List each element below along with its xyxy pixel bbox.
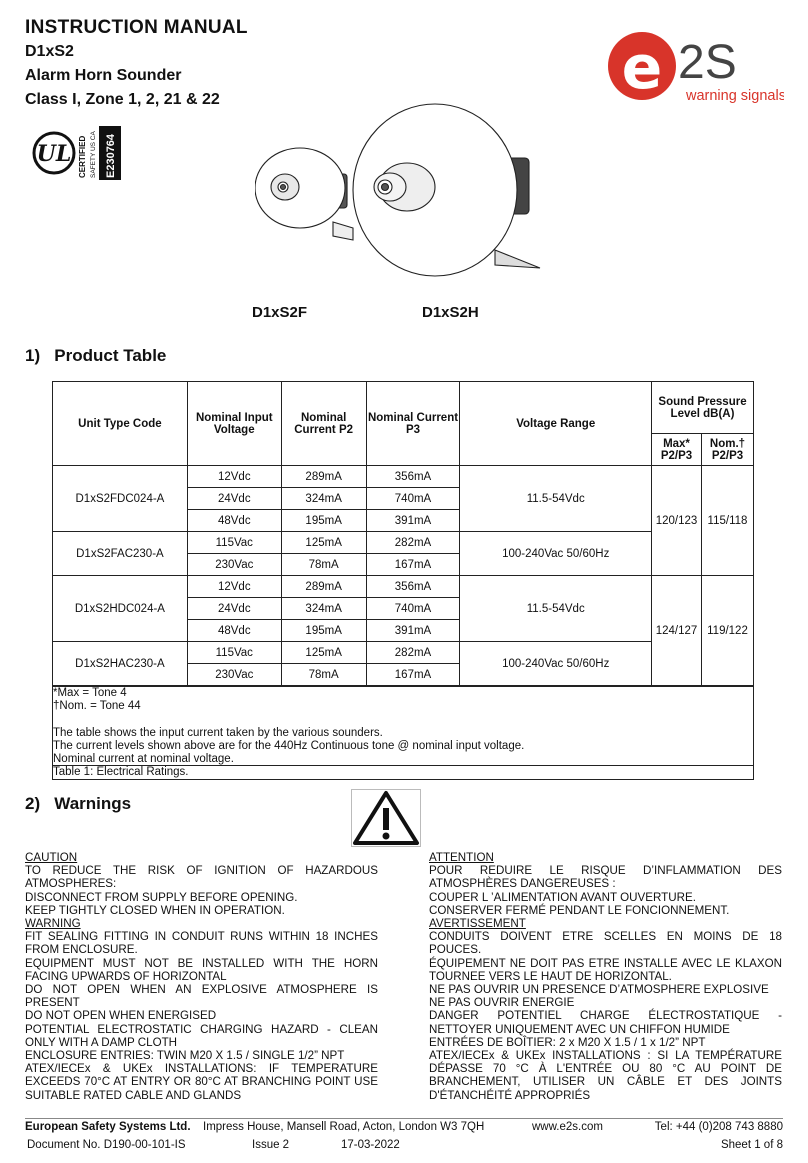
warning-text-2: EQUIPMENT MUST NOT BE INSTALLED WITH THE HORN FACING UPWARDS OF HORIZONTAL	[25, 956, 378, 983]
ul-file-number: E230764	[105, 133, 117, 178]
caution-text-2: DISCONNECT FROM SUPPLY BEFORE OPENING.	[25, 890, 298, 904]
header-voltage-range: Voltage Range	[460, 382, 652, 466]
header-nominal-current-p3: Nominal Current P3	[366, 382, 460, 466]
note-line-1: The table shows the input current taken by the various sounders.	[53, 726, 383, 739]
document-header	[25, 16, 248, 112]
attention-text-3: CONSERVER FERMÉ PENDANT LE FONCIONNEMENT.	[429, 903, 730, 917]
spl-nom-h-cell: 119/122	[701, 576, 753, 686]
header-nom-p2-p3: Nom.† P2/P3	[701, 434, 753, 466]
voltage-cell: 24Vdc	[187, 488, 281, 510]
avertissement-heading: AVERTISSEMENT	[429, 917, 526, 931]
table-notes	[52, 686, 754, 780]
current-p2-cell: 125mA	[281, 642, 366, 664]
current-p2-cell: 324mA	[281, 598, 366, 620]
warning-text-1: FIT SEALING FITTING IN CONDUIT RUNS WITHIN 18 INCHES FROM ENCLOSURE.	[25, 930, 378, 957]
caption-d1xs2f: D1xS2F	[252, 304, 308, 321]
ul-safety: SAFETY US CA	[90, 131, 97, 178]
horn-h-image	[353, 104, 540, 276]
product-table	[52, 381, 754, 686]
spl-max-h-cell: 124/127	[652, 576, 702, 686]
caution-text-3: KEEP TIGHTLY CLOSED WHEN IN OPERATION.	[25, 903, 285, 917]
manual-title: INSTRUCTION MANUAL	[25, 17, 248, 38]
table-caption: Table 1: Electrical Ratings.	[53, 765, 753, 779]
warning-text-3: DO NOT OPEN WHEN AN EXPLOSIVE ATMOSPHERE IS PRESENT	[25, 983, 378, 1010]
voltage-cell: 12Vdc	[187, 576, 281, 598]
avert-text-3: NE PAS OUVRIR UN PRESENCE D’ATMOSPHERE EXPLOSIVE	[429, 983, 769, 997]
current-p2-cell: 195mA	[281, 620, 366, 642]
voltage-range-cell: 100-240Vac 50/60Hz	[460, 532, 652, 576]
current-p3-cell: 167mA	[366, 664, 460, 686]
avert-text-4: NE PAS OUVRIR ENERGIE	[429, 996, 575, 1010]
voltage-cell: 230Vac	[187, 664, 281, 686]
caution-heading: CAUTION	[25, 851, 78, 864]
spl-nom-f-cell: 115/118	[701, 466, 753, 576]
footer-issue: Issue 2	[252, 1139, 290, 1151]
class-line: Class I, Zone 1, 2, 21 & 22	[25, 91, 220, 108]
header-nominal-input-voltage: Nominal Input Voltage	[187, 382, 281, 466]
avert-text-2: ÉQUIPEMENT NE DOIT PAS ETRE INSTALLE AVEC LE KLAXON TOURNEE VERS LE HAUT DE HORIZONTAL.	[429, 956, 782, 983]
voltage-range-cell: 11.5-54Vdc	[460, 466, 652, 532]
logo-e: e	[621, 33, 663, 103]
current-p3-cell: 282mA	[366, 532, 460, 554]
nom-note: †Nom. = Tone 44	[53, 700, 141, 713]
footer-document-number: Document No. D190-00-101-IS	[27, 1139, 186, 1151]
ul-certification-mark	[32, 124, 122, 182]
avert-text-5: DANGER POTENTIEL CHARGE ÉLECTROSTATIQUE - NETTOYER UNIQUEMENT AVEC UN CHIFFON HUMIDE	[429, 1009, 782, 1036]
current-p2-cell: 289mA	[281, 466, 366, 488]
avert-text-1: CONDUITS DOIVENT ETRE SCELLES EN MOINS DE 18 POUCES.	[429, 930, 782, 957]
footer-date: 17-03-2022	[341, 1139, 400, 1151]
unit-code-cell: D1xS2HAC230-A	[53, 642, 188, 686]
avert-text-6: ENTRÉES DE BOÎTIER: 2 x M20 X 1.5 / 1 x 1/2” NPT	[429, 1035, 706, 1049]
current-p2-cell: 324mA	[281, 488, 366, 510]
warnings-english	[25, 851, 378, 1102]
warning-text-4: DO NOT OPEN WHEN ENERGISED	[25, 1009, 217, 1023]
unit-code-cell: D1xS2FDC024-A	[53, 466, 188, 532]
attention-text-2: COUPER L ’ALIMENTATION AVANT OUVERTURE.	[429, 890, 696, 904]
product-name: Alarm Horn Sounder	[25, 67, 182, 84]
warning-heading: WARNING	[25, 917, 81, 931]
voltage-range-cell: 100-240Vac 50/60Hz	[460, 642, 652, 686]
warning-text-5: POTENTIAL ELECTROSTATIC CHARGING HAZARD - CLEAN ONLY WITH A DAMP CLOTH	[25, 1022, 378, 1049]
warning-text-6: ENCLOSURE ENTRIES: TWIN M20 X 1.5 / SINGLE 1/2” NPT	[25, 1049, 345, 1063]
section-warnings-heading: 2) Warnings	[25, 794, 132, 813]
voltage-cell: 115Vac	[187, 532, 281, 554]
ul-certified: CERTIFIED	[78, 135, 87, 178]
current-p2-cell: 195mA	[281, 510, 366, 532]
voltage-cell: 12Vdc	[187, 466, 281, 488]
note-line-3: Nominal current at nominal voltage.	[53, 753, 234, 766]
caption-d1xs2h: D1xS2H	[422, 304, 479, 321]
voltage-cell: 230Vac	[187, 554, 281, 576]
footer-sheet: Sheet 1 of 8	[720, 1139, 783, 1151]
e2s-logo	[608, 26, 784, 108]
warnings-french	[429, 851, 782, 1102]
caution-text-1: TO REDUCE THE RISK OF IGNITION OF HAZARDOUS ATMOSPHERES:	[25, 864, 378, 891]
attention-heading: ATTENTION	[429, 851, 494, 864]
logo-2s: 2S	[678, 36, 737, 89]
voltage-cell: 48Vdc	[187, 510, 281, 532]
current-p2-cell: 78mA	[281, 664, 366, 686]
spl-max-f-cell: 120/123	[652, 466, 702, 576]
current-p2-cell: 289mA	[281, 576, 366, 598]
max-note: *Max = Tone 4	[53, 687, 127, 699]
voltage-cell: 24Vdc	[187, 598, 281, 620]
warning-triangle-icon	[351, 789, 421, 847]
table-row	[53, 576, 754, 598]
current-p3-cell: 740mA	[366, 488, 460, 510]
voltage-cell: 48Vdc	[187, 620, 281, 642]
horn-f-image	[255, 148, 353, 240]
note-line-2: The current levels shown above are for the 440Hz Continuous tone @ nominal input voltage.	[53, 739, 525, 752]
voltage-cell: 115Vac	[187, 642, 281, 664]
page-footer	[25, 1118, 783, 1157]
table-row	[53, 532, 754, 554]
section-product-table-heading: 1) Product Table	[25, 346, 167, 365]
avert-text-7: ATEX/IECEx & UKEx INSTALLATIONS : SI LA TEMPÉRATURE DÉPASSE 70 °C À L'ENTRÉE OU 80 °C AU POINT DE BRANCHEMENT, UTILISER UN CÂBLE ET DES JOINTS D'ÉTANCHÉITÉ APPROPRIÉS	[429, 1049, 782, 1102]
current-p3-cell: 391mA	[366, 510, 460, 532]
header-unit-type-code: Unit Type Code	[53, 382, 188, 466]
current-p2-cell: 125mA	[281, 532, 366, 554]
current-p3-cell: 391mA	[366, 620, 460, 642]
header-max-p2-p3: Max* P2/P3	[652, 434, 702, 466]
header-nominal-current-p2: Nominal Current P2	[281, 382, 366, 466]
horn-illustration	[255, 90, 555, 300]
current-p3-cell: 167mA	[366, 554, 460, 576]
warning-text-7: ATEX/IECEx & UKEx INSTALLATIONS: IF TEMPERATURE EXCEEDS 70°C AT ENTRY OR 80°C AT BRANCHING POINT USE SUITABLE RATED CABLE AND GLANDS	[25, 1062, 378, 1102]
model-name: D1xS2	[25, 43, 74, 60]
current-p3-cell: 356mA	[366, 466, 460, 488]
ul-letters: UL	[36, 141, 72, 167]
footer-address: Impress House, Mansell Road, Acton, London W3 7QH	[203, 1121, 485, 1133]
footer-website: www.e2s.com	[532, 1121, 603, 1133]
table-row	[53, 642, 754, 664]
footer-telephone: Tel: +44 (0)208 743 8880	[654, 1121, 783, 1133]
unit-code-cell: D1xS2HDC024-A	[53, 576, 188, 642]
header-sound-pressure-level: Sound Pressure Level dB(A)	[652, 382, 754, 434]
current-p3-cell: 740mA	[366, 598, 460, 620]
voltage-range-cell: 11.5-54Vdc	[460, 576, 652, 642]
footer-company: European Safety Systems Ltd.	[25, 1121, 191, 1133]
unit-code-cell: D1xS2FAC230-A	[53, 532, 188, 576]
table-row	[53, 466, 754, 488]
current-p3-cell: 356mA	[366, 576, 460, 598]
logo-tagline: warning signals	[686, 88, 784, 104]
current-p2-cell: 78mA	[281, 554, 366, 576]
current-p3-cell: 282mA	[366, 642, 460, 664]
attention-text-1: POUR REDUIRE LE RISQUE D’INFLAMMATION DES ATMOSPHÈRES DANGEREUSES :	[429, 864, 782, 891]
